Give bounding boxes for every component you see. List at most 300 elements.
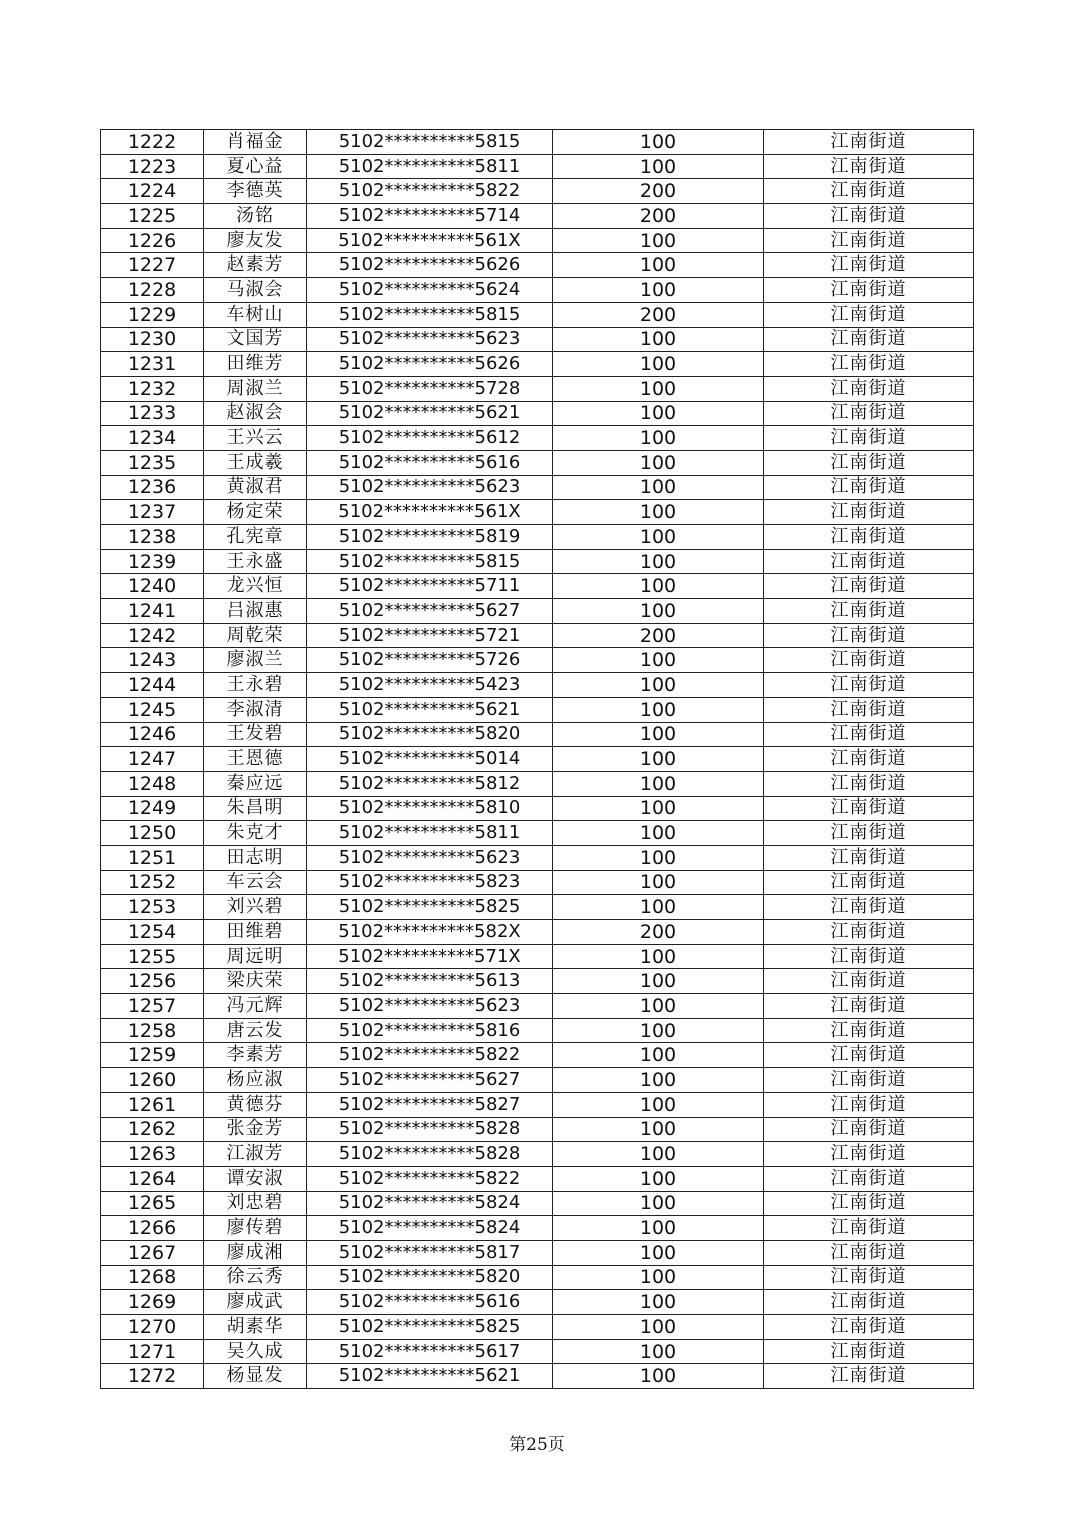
id-number-cell: 5102**********5816 (307, 1018, 553, 1043)
amount-cell: 100 (553, 870, 764, 895)
id-number-cell: 5102**********561X (307, 228, 553, 253)
area-cell: 江南街道 (764, 1364, 974, 1389)
amount-cell: 100 (553, 944, 764, 969)
amount-cell: 100 (553, 1043, 764, 1068)
name-cell: 胡素华 (204, 1315, 307, 1340)
area-cell: 江南街道 (764, 1240, 974, 1265)
row-number-cell: 1232 (101, 376, 204, 401)
table-row (101, 944, 974, 969)
amount-cell: 100 (553, 1166, 764, 1191)
area-cell: 江南街道 (764, 1191, 974, 1216)
table-row (101, 1166, 974, 1191)
area-cell: 江南街道 (764, 130, 974, 155)
id-number-cell: 5102**********5612 (307, 426, 553, 451)
table-row (101, 623, 974, 648)
id-number-cell: 5102**********571X (307, 944, 553, 969)
id-number-cell: 5102**********5828 (307, 1117, 553, 1142)
id-number-cell: 5102**********5825 (307, 895, 553, 920)
amount-cell: 100 (553, 1068, 764, 1093)
id-number-cell: 5102**********5721 (307, 623, 553, 648)
id-number-cell: 5102**********5621 (307, 401, 553, 426)
table-row (101, 1240, 974, 1265)
row-number-cell: 1235 (101, 450, 204, 475)
id-number-cell: 5102**********5714 (307, 204, 553, 229)
amount-cell: 200 (553, 302, 764, 327)
id-number-cell: 5102**********5621 (307, 697, 553, 722)
amount-cell: 100 (553, 376, 764, 401)
area-cell: 江南街道 (764, 944, 974, 969)
row-number-cell: 1261 (101, 1092, 204, 1117)
id-number-cell: 5102**********5627 (307, 1068, 553, 1093)
row-number-cell: 1251 (101, 845, 204, 870)
id-number-cell: 5102**********582X (307, 920, 553, 945)
table-row (101, 426, 974, 451)
row-number-cell: 1229 (101, 302, 204, 327)
row-number-cell: 1255 (101, 944, 204, 969)
name-cell: 杨定荣 (204, 500, 307, 525)
name-cell: 张金芳 (204, 1117, 307, 1142)
name-cell: 黄淑君 (204, 475, 307, 500)
table-row (101, 673, 974, 698)
row-number-cell: 1267 (101, 1240, 204, 1265)
id-number-cell: 5102**********5617 (307, 1339, 553, 1364)
row-number-cell: 1222 (101, 130, 204, 155)
amount-cell: 100 (553, 1142, 764, 1167)
row-number-cell: 1258 (101, 1018, 204, 1043)
name-cell: 廖成湘 (204, 1240, 307, 1265)
row-number-cell: 1268 (101, 1265, 204, 1290)
table-row (101, 895, 974, 920)
name-cell: 车树山 (204, 302, 307, 327)
row-number-cell: 1266 (101, 1216, 204, 1241)
area-cell: 江南街道 (764, 401, 974, 426)
name-cell: 刘兴碧 (204, 895, 307, 920)
area-cell: 江南街道 (764, 697, 974, 722)
table-row (101, 450, 974, 475)
id-number-cell: 5102**********5815 (307, 549, 553, 574)
id-number-cell: 5102**********5812 (307, 771, 553, 796)
row-number-cell: 1264 (101, 1166, 204, 1191)
amount-cell: 100 (553, 796, 764, 821)
amount-cell: 100 (553, 1265, 764, 1290)
area-cell: 江南街道 (764, 1166, 974, 1191)
area-cell: 江南街道 (764, 278, 974, 303)
amount-cell: 100 (553, 500, 764, 525)
amount-cell: 100 (553, 1092, 764, 1117)
row-number-cell: 1244 (101, 673, 204, 698)
amount-cell: 100 (553, 821, 764, 846)
table-row (101, 154, 974, 179)
id-number-cell: 5102**********5423 (307, 673, 553, 698)
id-number-cell: 5102**********5621 (307, 1364, 553, 1389)
row-number-cell: 1270 (101, 1315, 204, 1340)
area-cell: 江南街道 (764, 920, 974, 945)
name-cell: 黄德芬 (204, 1092, 307, 1117)
amount-cell: 100 (553, 475, 764, 500)
table-row (101, 648, 974, 673)
id-number-cell: 5102**********5828 (307, 1142, 553, 1167)
amount-cell: 100 (553, 1290, 764, 1315)
amount-cell: 100 (553, 747, 764, 772)
area-cell: 江南街道 (764, 969, 974, 994)
name-cell: 李素芳 (204, 1043, 307, 1068)
name-cell: 徐云秀 (204, 1265, 307, 1290)
row-number-cell: 1246 (101, 722, 204, 747)
row-number-cell: 1271 (101, 1339, 204, 1364)
row-number-cell: 1239 (101, 549, 204, 574)
data-table (100, 129, 974, 1389)
id-number-cell: 5102**********5626 (307, 352, 553, 377)
table-row (101, 574, 974, 599)
name-cell: 廖淑兰 (204, 648, 307, 673)
area-cell: 江南街道 (764, 870, 974, 895)
id-number-cell: 5102**********5820 (307, 1265, 553, 1290)
name-cell: 李淑清 (204, 697, 307, 722)
id-number-cell: 5102**********5711 (307, 574, 553, 599)
id-number-cell: 5102**********5014 (307, 747, 553, 772)
amount-cell: 100 (553, 599, 764, 624)
amount-cell: 100 (553, 969, 764, 994)
name-cell: 王成羲 (204, 450, 307, 475)
table-row (101, 376, 974, 401)
id-number-cell: 5102**********5811 (307, 154, 553, 179)
table-row (101, 920, 974, 945)
name-cell: 谭安淑 (204, 1166, 307, 1191)
amount-cell: 100 (553, 1117, 764, 1142)
amount-cell: 100 (553, 1216, 764, 1241)
id-number-cell: 5102**********5623 (307, 994, 553, 1019)
table-row (101, 697, 974, 722)
row-number-cell: 1252 (101, 870, 204, 895)
name-cell: 王永盛 (204, 549, 307, 574)
area-cell: 江南街道 (764, 179, 974, 204)
id-number-cell: 5102**********5613 (307, 969, 553, 994)
row-number-cell: 1233 (101, 401, 204, 426)
table-body (101, 130, 974, 1389)
name-cell: 唐云发 (204, 1018, 307, 1043)
table-row (101, 525, 974, 550)
id-number-cell: 5102**********5822 (307, 179, 553, 204)
name-cell: 田志明 (204, 845, 307, 870)
area-cell: 江南街道 (764, 648, 974, 673)
name-cell: 王永碧 (204, 673, 307, 698)
amount-cell: 100 (553, 327, 764, 352)
name-cell: 田维碧 (204, 920, 307, 945)
row-number-cell: 1241 (101, 599, 204, 624)
name-cell: 周淑兰 (204, 376, 307, 401)
area-cell: 江南街道 (764, 1117, 974, 1142)
name-cell: 肖福金 (204, 130, 307, 155)
id-number-cell: 5102**********561X (307, 500, 553, 525)
name-cell: 孔宪章 (204, 525, 307, 550)
row-number-cell: 1256 (101, 969, 204, 994)
area-cell: 江南街道 (764, 1265, 974, 1290)
table-row (101, 747, 974, 772)
area-cell: 江南街道 (764, 376, 974, 401)
row-number-cell: 1223 (101, 154, 204, 179)
id-number-cell: 5102**********5616 (307, 1290, 553, 1315)
id-number-cell: 5102**********5728 (307, 376, 553, 401)
name-cell: 冯元辉 (204, 994, 307, 1019)
id-number-cell: 5102**********5624 (307, 278, 553, 303)
amount-cell: 100 (553, 228, 764, 253)
id-number-cell: 5102**********5824 (307, 1216, 553, 1241)
area-cell: 江南街道 (764, 673, 974, 698)
row-number-cell: 1260 (101, 1068, 204, 1093)
table-row (101, 796, 974, 821)
amount-cell: 200 (553, 623, 764, 648)
amount-cell: 100 (553, 697, 764, 722)
area-cell: 江南街道 (764, 845, 974, 870)
area-cell: 江南街道 (764, 771, 974, 796)
id-number-cell: 5102**********5827 (307, 1092, 553, 1117)
name-cell: 田维芳 (204, 352, 307, 377)
table-row (101, 1191, 974, 1216)
row-number-cell: 1249 (101, 796, 204, 821)
amount-cell: 100 (553, 574, 764, 599)
row-number-cell: 1253 (101, 895, 204, 920)
amount-cell: 100 (553, 253, 764, 278)
name-cell: 梁庆荣 (204, 969, 307, 994)
table-row (101, 1142, 974, 1167)
area-cell: 江南街道 (764, 154, 974, 179)
table-row (101, 1364, 974, 1389)
table-row (101, 130, 974, 155)
table-row (101, 1018, 974, 1043)
name-cell: 文国芳 (204, 327, 307, 352)
name-cell: 王恩德 (204, 747, 307, 772)
table-row (101, 1216, 974, 1241)
area-cell: 江南街道 (764, 1216, 974, 1241)
amount-cell: 100 (553, 1191, 764, 1216)
amount-cell: 100 (553, 994, 764, 1019)
row-number-cell: 1228 (101, 278, 204, 303)
name-cell: 江淑芳 (204, 1142, 307, 1167)
table-row (101, 278, 974, 303)
amount-cell: 100 (553, 1339, 764, 1364)
amount-cell: 100 (553, 895, 764, 920)
table-row (101, 994, 974, 1019)
row-number-cell: 1234 (101, 426, 204, 451)
area-cell: 江南街道 (764, 352, 974, 377)
area-cell: 江南街道 (764, 450, 974, 475)
area-cell: 江南街道 (764, 1092, 974, 1117)
name-cell: 赵淑会 (204, 401, 307, 426)
amount-cell: 100 (553, 845, 764, 870)
area-cell: 江南街道 (764, 722, 974, 747)
table-row (101, 204, 974, 229)
table-row (101, 1339, 974, 1364)
area-cell: 江南街道 (764, 525, 974, 550)
row-number-cell: 1227 (101, 253, 204, 278)
name-cell: 王兴云 (204, 426, 307, 451)
area-cell: 江南街道 (764, 426, 974, 451)
row-number-cell: 1236 (101, 475, 204, 500)
amount-cell: 100 (553, 154, 764, 179)
name-cell: 朱克才 (204, 821, 307, 846)
amount-cell: 100 (553, 648, 764, 673)
table-row (101, 771, 974, 796)
area-cell: 江南街道 (764, 253, 974, 278)
row-number-cell: 1248 (101, 771, 204, 796)
amount-cell: 100 (553, 771, 764, 796)
row-number-cell: 1225 (101, 204, 204, 229)
id-number-cell: 5102**********5820 (307, 722, 553, 747)
id-number-cell: 5102**********5616 (307, 450, 553, 475)
table-row (101, 1117, 974, 1142)
row-number-cell: 1240 (101, 574, 204, 599)
row-number-cell: 1242 (101, 623, 204, 648)
id-number-cell: 5102**********5824 (307, 1191, 553, 1216)
area-cell: 江南街道 (764, 1018, 974, 1043)
id-number-cell: 5102**********5815 (307, 130, 553, 155)
area-cell: 江南街道 (764, 549, 974, 574)
table-row (101, 1068, 974, 1093)
row-number-cell: 1231 (101, 352, 204, 377)
area-cell: 江南街道 (764, 895, 974, 920)
area-cell: 江南街道 (764, 599, 974, 624)
table-row (101, 821, 974, 846)
amount-cell: 100 (553, 130, 764, 155)
table-row (101, 327, 974, 352)
row-number-cell: 1243 (101, 648, 204, 673)
table-row (101, 1290, 974, 1315)
name-cell: 周远明 (204, 944, 307, 969)
table-row (101, 599, 974, 624)
row-number-cell: 1226 (101, 228, 204, 253)
amount-cell: 100 (553, 1018, 764, 1043)
row-number-cell: 1224 (101, 179, 204, 204)
table-row (101, 228, 974, 253)
name-cell: 马淑会 (204, 278, 307, 303)
id-number-cell: 5102**********5815 (307, 302, 553, 327)
area-cell: 江南街道 (764, 1142, 974, 1167)
id-number-cell: 5102**********5623 (307, 475, 553, 500)
row-number-cell: 1263 (101, 1142, 204, 1167)
table-row (101, 179, 974, 204)
id-number-cell: 5102**********5825 (307, 1315, 553, 1340)
area-cell: 江南街道 (764, 821, 974, 846)
table-row (101, 1315, 974, 1340)
area-cell: 江南街道 (764, 1043, 974, 1068)
area-cell: 江南街道 (764, 228, 974, 253)
area-cell: 江南街道 (764, 204, 974, 229)
name-cell: 刘忠碧 (204, 1191, 307, 1216)
id-number-cell: 5102**********5623 (307, 327, 553, 352)
table-row (101, 1043, 974, 1068)
amount-cell: 100 (553, 525, 764, 550)
row-number-cell: 1262 (101, 1117, 204, 1142)
name-cell: 吕淑惠 (204, 599, 307, 624)
name-cell: 李德英 (204, 179, 307, 204)
id-number-cell: 5102**********5627 (307, 599, 553, 624)
amount-cell: 100 (553, 450, 764, 475)
amount-cell: 200 (553, 920, 764, 945)
table-row (101, 253, 974, 278)
amount-cell: 100 (553, 352, 764, 377)
row-number-cell: 1247 (101, 747, 204, 772)
id-number-cell: 5102**********5726 (307, 648, 553, 673)
table-row (101, 845, 974, 870)
area-cell: 江南街道 (764, 475, 974, 500)
amount-cell: 200 (553, 204, 764, 229)
name-cell: 杨应淑 (204, 1068, 307, 1093)
area-cell: 江南街道 (764, 796, 974, 821)
name-cell: 秦应远 (204, 771, 307, 796)
name-cell: 廖传碧 (204, 1216, 307, 1241)
area-cell: 江南街道 (764, 327, 974, 352)
id-number-cell: 5102**********5623 (307, 845, 553, 870)
name-cell: 廖成武 (204, 1290, 307, 1315)
table-row (101, 500, 974, 525)
id-number-cell: 5102**********5810 (307, 796, 553, 821)
table-row (101, 870, 974, 895)
area-cell: 江南街道 (764, 747, 974, 772)
area-cell: 江南街道 (764, 1068, 974, 1093)
name-cell: 夏心益 (204, 154, 307, 179)
amount-cell: 100 (553, 549, 764, 574)
table-row (101, 352, 974, 377)
name-cell: 杨显发 (204, 1364, 307, 1389)
id-number-cell: 5102**********5811 (307, 821, 553, 846)
page-number: 第25页 (509, 1435, 565, 1455)
amount-cell: 100 (553, 1315, 764, 1340)
name-cell: 赵素芳 (204, 253, 307, 278)
table-row (101, 1265, 974, 1290)
name-cell: 车云会 (204, 870, 307, 895)
amount-cell: 100 (553, 426, 764, 451)
id-number-cell: 5102**********5817 (307, 1240, 553, 1265)
table-row (101, 722, 974, 747)
area-cell: 江南街道 (764, 994, 974, 1019)
table-row (101, 1092, 974, 1117)
name-cell: 周乾荣 (204, 623, 307, 648)
name-cell: 汤铭 (204, 204, 307, 229)
row-number-cell: 1272 (101, 1364, 204, 1389)
row-number-cell: 1238 (101, 525, 204, 550)
name-cell: 吴久成 (204, 1339, 307, 1364)
name-cell: 朱昌明 (204, 796, 307, 821)
amount-cell: 100 (553, 1240, 764, 1265)
area-cell: 江南街道 (764, 500, 974, 525)
name-cell: 龙兴恒 (204, 574, 307, 599)
id-number-cell: 5102**********5819 (307, 525, 553, 550)
amount-cell: 200 (553, 179, 764, 204)
row-number-cell: 1259 (101, 1043, 204, 1068)
row-number-cell: 1245 (101, 697, 204, 722)
row-number-cell: 1265 (101, 1191, 204, 1216)
row-number-cell: 1237 (101, 500, 204, 525)
amount-cell: 100 (553, 1364, 764, 1389)
id-number-cell: 5102**********5822 (307, 1043, 553, 1068)
table-row (101, 549, 974, 574)
row-number-cell: 1269 (101, 1290, 204, 1315)
area-cell: 江南街道 (764, 1339, 974, 1364)
table-row (101, 302, 974, 327)
amount-cell: 100 (553, 278, 764, 303)
area-cell: 江南街道 (764, 623, 974, 648)
amount-cell: 100 (553, 722, 764, 747)
row-number-cell: 1250 (101, 821, 204, 846)
amount-cell: 100 (553, 673, 764, 698)
table-row (101, 969, 974, 994)
row-number-cell: 1230 (101, 327, 204, 352)
table-row (101, 475, 974, 500)
name-cell: 廖友发 (204, 228, 307, 253)
amount-cell: 100 (553, 401, 764, 426)
id-number-cell: 5102**********5626 (307, 253, 553, 278)
area-cell: 江南街道 (764, 1315, 974, 1340)
